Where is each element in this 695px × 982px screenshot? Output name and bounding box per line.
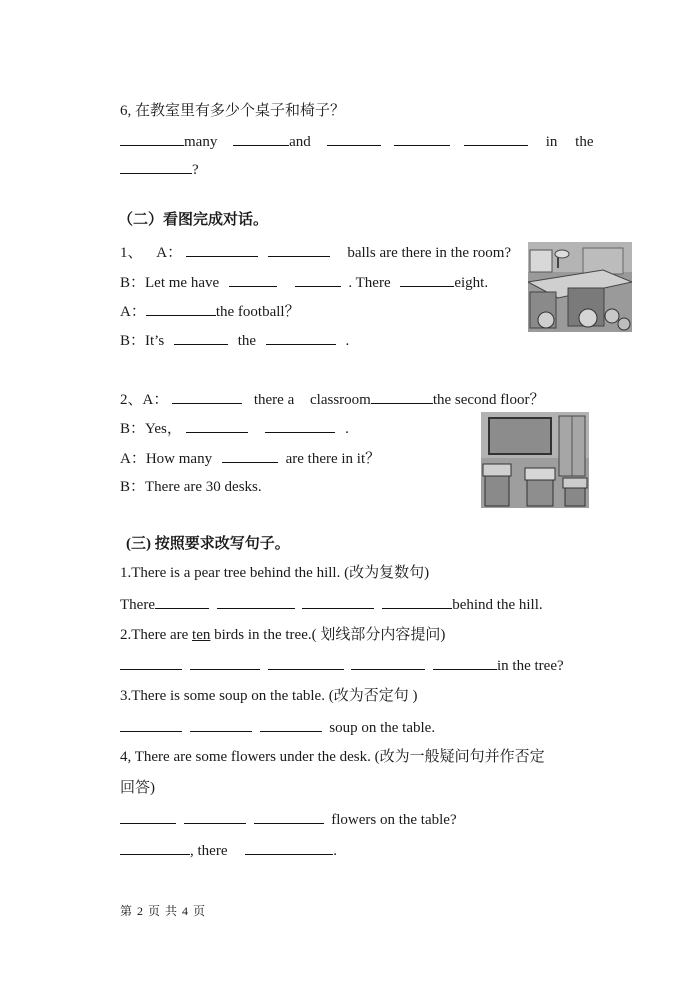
text: . There [348, 275, 391, 291]
word: ? [192, 162, 199, 178]
word: the [575, 134, 594, 150]
text: . [345, 421, 349, 437]
blank[interactable] [302, 594, 374, 609]
blank[interactable] [266, 330, 336, 345]
s4-answer-1 [120, 809, 457, 830]
d1-line2 [120, 272, 488, 293]
text: there a [253, 392, 295, 408]
text: , there [190, 843, 228, 859]
text: classroom [310, 392, 371, 408]
s1-answer [120, 594, 543, 615]
s2-answer [120, 655, 564, 676]
blank[interactable] [260, 717, 322, 732]
blank[interactable] [190, 655, 260, 670]
speaker: A： [120, 451, 146, 467]
blank[interactable] [371, 389, 433, 404]
blank[interactable] [120, 840, 190, 855]
speaker: B： [120, 333, 146, 349]
text: . [345, 333, 350, 349]
number: 1、 [120, 245, 143, 261]
page-footer: 第 2 页 共 4 页 [120, 904, 207, 918]
blank[interactable] [186, 242, 258, 257]
text: soup on the table. [329, 720, 436, 736]
text: in the tree? [497, 658, 564, 674]
blank[interactable] [146, 301, 216, 316]
blank[interactable] [229, 272, 277, 287]
d1-line4 [120, 330, 349, 351]
s4-question-line2: 回答) [120, 780, 155, 796]
classroom-balls-picture [528, 242, 632, 332]
d1-line3 [120, 301, 300, 322]
section3-title: (三) 按照要求改写句子。 [126, 536, 290, 552]
s3-answer [120, 717, 435, 738]
text: Let me have [145, 275, 220, 291]
blank[interactable] [351, 655, 425, 670]
blank[interactable] [400, 272, 454, 287]
q6-line2 [120, 159, 199, 180]
text: flowers on the table? [331, 812, 457, 828]
blank[interactable] [120, 131, 184, 146]
blank[interactable] [254, 809, 324, 824]
section2-title: （二）看图完成对话。 [118, 212, 269, 228]
blank[interactable] [327, 131, 381, 146]
blank[interactable] [433, 655, 497, 670]
word: in [545, 134, 558, 150]
word: and [289, 134, 311, 150]
text: It’s [145, 333, 165, 349]
d2-line4: B：There are 30 desks. [120, 479, 262, 495]
d2-line2 [120, 418, 349, 439]
q6-prompt: 6, 在教室里有多少个桌子和椅子？ [120, 103, 346, 119]
text: birds in the tree.( 划线部分内容提问) [210, 627, 446, 643]
blank[interactable] [190, 717, 252, 732]
text: . [333, 843, 337, 859]
blank[interactable] [155, 594, 209, 609]
blank[interactable] [184, 809, 246, 824]
speaker: A： [156, 245, 183, 261]
blank[interactable] [265, 418, 335, 433]
text: 2.There are [120, 627, 193, 643]
blank[interactable] [394, 131, 450, 146]
blank[interactable] [295, 272, 341, 287]
blank[interactable] [245, 840, 333, 855]
s2-question [120, 625, 445, 645]
text: the [237, 333, 257, 349]
q6-line1 [120, 131, 594, 152]
text: behind the hill. [452, 597, 543, 613]
blank[interactable] [174, 330, 228, 345]
s1-question: 1.There is a pear tree behind the hill. (改为复数句) [120, 565, 430, 581]
blank[interactable] [172, 389, 242, 404]
text: balls are there in the room? [347, 245, 512, 261]
blank[interactable] [120, 655, 182, 670]
text: There [120, 597, 155, 613]
blank[interactable] [464, 131, 528, 146]
d2-line1 [120, 389, 544, 410]
s4-answer-2 [120, 840, 337, 861]
speaker: A： [142, 392, 169, 408]
blank[interactable] [233, 131, 289, 146]
word: many [184, 134, 218, 150]
blank[interactable] [268, 655, 344, 670]
speaker: A： [120, 304, 146, 320]
classroom-desks-picture [481, 412, 589, 508]
blank[interactable] [186, 418, 248, 433]
blank[interactable] [268, 242, 330, 257]
text: Yes， [145, 421, 182, 437]
blank[interactable] [382, 594, 452, 609]
blank[interactable] [120, 717, 182, 732]
underlined-word: ten [192, 627, 211, 643]
blank[interactable] [217, 594, 295, 609]
d1-line1 [120, 242, 511, 263]
s3-question: 3.There is some soup on the table. (改为否定句 ) [120, 688, 418, 704]
text: are there in it？ [285, 451, 381, 467]
text: eight. [454, 275, 489, 291]
speaker: B： [120, 421, 146, 437]
text: the second floor？ [432, 392, 545, 408]
speaker: B： [120, 275, 146, 291]
number: 2、 [120, 392, 143, 408]
blank[interactable] [120, 159, 192, 174]
text: the football？ [215, 304, 300, 320]
s4-question-line1: 4, There are some flowers under the desk. (改为一般疑问句并作否定 [120, 749, 545, 765]
d2-line3 [120, 448, 380, 469]
blank[interactable] [120, 809, 176, 824]
text: How many [145, 451, 213, 467]
blank[interactable] [222, 448, 278, 463]
